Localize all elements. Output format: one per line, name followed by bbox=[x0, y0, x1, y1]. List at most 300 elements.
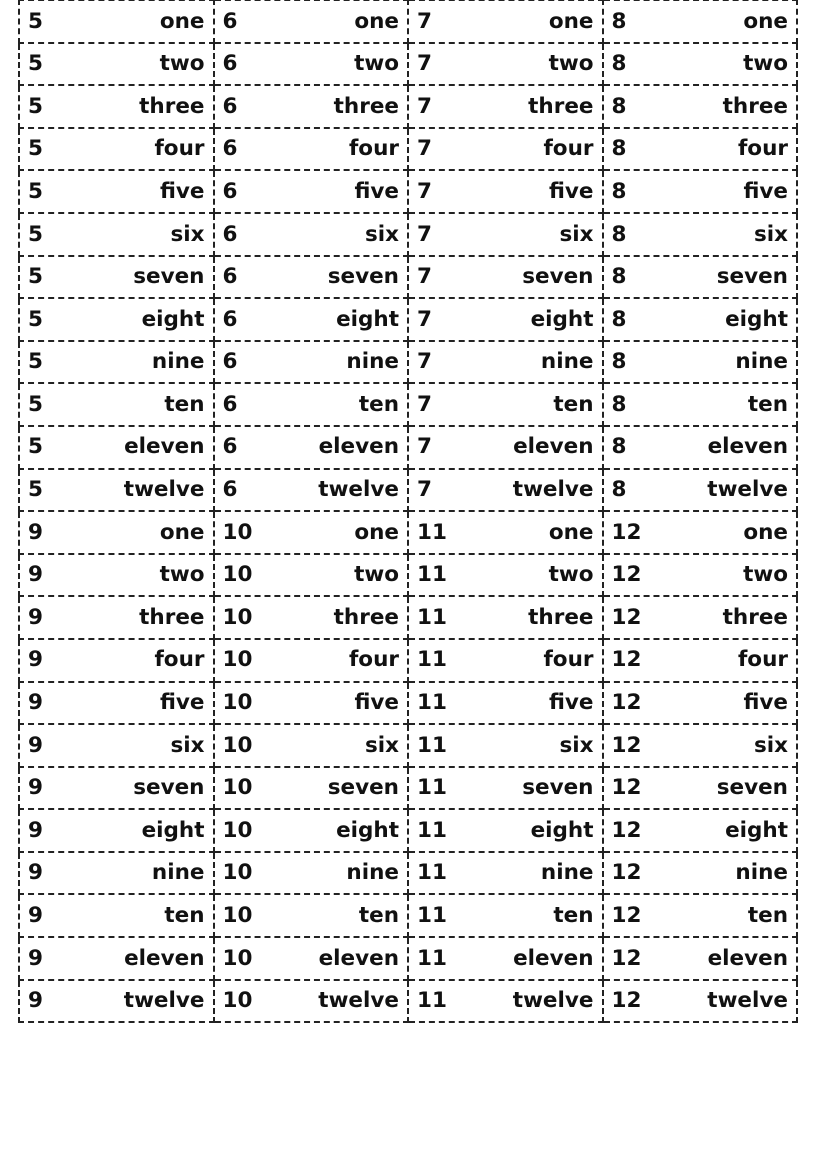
card-word: eleven bbox=[318, 434, 399, 460]
card-word: twelve bbox=[318, 988, 399, 1014]
card-content bbox=[409, 945, 602, 971]
card-number: 10 bbox=[222, 604, 253, 630]
card-number: 6 bbox=[222, 136, 238, 162]
cut-out-card bbox=[214, 767, 409, 810]
card-content bbox=[409, 564, 602, 586]
cut-out-card bbox=[19, 213, 214, 256]
card-number: 6 bbox=[222, 349, 238, 375]
card-number: 10 bbox=[222, 988, 253, 1014]
card-number: 12 bbox=[611, 519, 642, 545]
card-word: five bbox=[548, 690, 594, 716]
card-content bbox=[604, 604, 797, 630]
cut-out-card bbox=[408, 980, 603, 1023]
card-word: twelve bbox=[707, 477, 788, 503]
card-content bbox=[604, 990, 797, 1012]
card-content bbox=[20, 862, 213, 884]
card-content bbox=[604, 436, 797, 458]
cut-out-card bbox=[408, 341, 603, 384]
card-word: six bbox=[364, 221, 399, 247]
card-number: 12 bbox=[611, 817, 642, 843]
cut-out-card bbox=[408, 85, 603, 128]
cut-out-card bbox=[408, 469, 603, 512]
card-number: 6 bbox=[222, 178, 238, 204]
card-content bbox=[604, 53, 797, 75]
card-row bbox=[19, 383, 797, 426]
card-word: eleven bbox=[513, 434, 594, 460]
card-content bbox=[20, 604, 213, 630]
card-row bbox=[19, 894, 797, 937]
card-word: three bbox=[139, 93, 205, 119]
card-content bbox=[215, 93, 408, 119]
card-word: twelve bbox=[318, 477, 399, 503]
card-word: eleven bbox=[707, 434, 788, 460]
card-number: 5 bbox=[28, 93, 43, 119]
cut-out-card bbox=[214, 809, 409, 852]
card-word: one bbox=[354, 519, 399, 545]
cut-out-card bbox=[603, 980, 798, 1023]
card-word: eight bbox=[530, 306, 594, 332]
card-content bbox=[20, 93, 213, 119]
card-content bbox=[604, 692, 797, 714]
cut-out-card bbox=[408, 682, 603, 725]
cut-out-card bbox=[408, 639, 603, 682]
card-row bbox=[19, 809, 797, 852]
card-content bbox=[604, 479, 797, 501]
card-content bbox=[604, 945, 797, 971]
card-number: 5 bbox=[28, 178, 43, 204]
card-row bbox=[19, 469, 797, 512]
card-content bbox=[409, 479, 602, 501]
card-content bbox=[20, 519, 213, 545]
card-number: 11 bbox=[417, 860, 447, 886]
card-number: 5 bbox=[28, 221, 43, 247]
card-content bbox=[409, 649, 602, 671]
cut-out-card bbox=[19, 256, 214, 299]
card-word: four bbox=[348, 647, 399, 673]
card-content bbox=[409, 817, 602, 843]
card-row bbox=[19, 767, 797, 810]
cut-out-card bbox=[214, 85, 409, 128]
card-content bbox=[215, 564, 408, 586]
card-number: 12 bbox=[611, 647, 642, 673]
cut-out-card bbox=[603, 554, 798, 597]
cut-out-card bbox=[214, 0, 409, 43]
card-content bbox=[215, 777, 408, 799]
card-word: eight bbox=[725, 817, 788, 843]
card-content bbox=[409, 351, 602, 373]
card-content bbox=[215, 306, 408, 332]
card-word: eight bbox=[141, 306, 205, 332]
card-content bbox=[215, 990, 408, 1012]
cut-out-card bbox=[19, 894, 214, 937]
card-number: 10 bbox=[222, 945, 253, 971]
cut-out-card bbox=[408, 511, 603, 554]
card-word: nine bbox=[735, 860, 788, 886]
card-row bbox=[19, 852, 797, 895]
card-content bbox=[215, 905, 408, 927]
cut-out-card bbox=[603, 852, 798, 895]
card-content bbox=[215, 604, 408, 630]
card-word: four bbox=[737, 136, 788, 162]
card-word: ten bbox=[747, 391, 788, 417]
card-number: 5 bbox=[28, 477, 43, 503]
card-content bbox=[604, 351, 797, 373]
card-word: nine bbox=[540, 860, 594, 886]
card-word: two bbox=[743, 562, 788, 588]
card-word: three bbox=[139, 604, 205, 630]
card-word: nine bbox=[346, 349, 399, 375]
card-row bbox=[19, 256, 797, 299]
card-number: 5 bbox=[28, 51, 43, 77]
card-content bbox=[409, 862, 602, 884]
cut-out-card bbox=[408, 554, 603, 597]
card-word: ten bbox=[553, 391, 594, 417]
card-row bbox=[19, 128, 797, 171]
cut-out-card bbox=[19, 469, 214, 512]
cut-out-card bbox=[214, 980, 409, 1023]
cut-out-card bbox=[19, 554, 214, 597]
card-number: 8 bbox=[611, 264, 627, 290]
card-number: 8 bbox=[611, 349, 627, 375]
cut-out-card bbox=[408, 43, 603, 86]
card-number: 12 bbox=[611, 903, 642, 929]
card-word: one bbox=[743, 8, 788, 34]
card-content bbox=[409, 53, 602, 75]
card-number: 5 bbox=[28, 391, 43, 417]
card-number: 5 bbox=[28, 264, 43, 290]
card-word: five bbox=[354, 690, 399, 716]
card-content bbox=[604, 649, 797, 671]
card-row bbox=[19, 980, 797, 1023]
card-row bbox=[19, 724, 797, 767]
card-number: 9 bbox=[28, 604, 43, 630]
card-number: 7 bbox=[417, 136, 432, 162]
card-content bbox=[604, 306, 797, 332]
card-number: 6 bbox=[222, 306, 238, 332]
cut-out-card bbox=[19, 383, 214, 426]
cut-out-card bbox=[603, 128, 798, 171]
card-word: five bbox=[548, 178, 594, 204]
card-content bbox=[20, 266, 213, 288]
cut-out-card bbox=[603, 256, 798, 299]
card-word: nine bbox=[151, 349, 205, 375]
cut-out-card bbox=[603, 937, 798, 980]
card-content bbox=[20, 817, 213, 843]
card-word: two bbox=[354, 51, 399, 77]
cut-out-card bbox=[19, 170, 214, 213]
card-number: 9 bbox=[28, 860, 43, 886]
cut-out-card bbox=[214, 256, 409, 299]
card-word: five bbox=[743, 178, 788, 204]
card-number: 10 bbox=[222, 860, 253, 886]
card-word: eleven bbox=[124, 434, 205, 460]
card-number: 6 bbox=[222, 434, 238, 460]
cut-out-card bbox=[214, 724, 409, 767]
card-word: six bbox=[753, 221, 788, 247]
card-number: 12 bbox=[611, 732, 642, 758]
card-row bbox=[19, 43, 797, 86]
card-content bbox=[409, 905, 602, 927]
card-word: eleven bbox=[513, 945, 594, 971]
card-word: nine bbox=[735, 349, 788, 375]
card-word: eleven bbox=[318, 945, 399, 971]
card-row bbox=[19, 426, 797, 469]
card-content bbox=[409, 436, 602, 458]
cut-out-card bbox=[19, 128, 214, 171]
card-number: 10 bbox=[222, 903, 253, 929]
card-word: one bbox=[548, 519, 594, 545]
card-number: 6 bbox=[222, 8, 238, 34]
card-number: 7 bbox=[417, 434, 432, 460]
card-content bbox=[215, 266, 408, 288]
card-content bbox=[409, 221, 602, 247]
cut-out-card bbox=[408, 937, 603, 980]
cut-out-card bbox=[19, 298, 214, 341]
card-word: six bbox=[559, 732, 594, 758]
card-word: four bbox=[348, 136, 399, 162]
card-content bbox=[604, 862, 797, 884]
card-number: 9 bbox=[28, 690, 43, 716]
card-number: 11 bbox=[417, 817, 447, 843]
card-word: two bbox=[159, 562, 205, 588]
card-word: nine bbox=[540, 349, 594, 375]
card-word: six bbox=[364, 732, 399, 758]
cut-out-card bbox=[408, 724, 603, 767]
card-number: 7 bbox=[417, 221, 432, 247]
cut-out-card bbox=[19, 809, 214, 852]
card-number: 12 bbox=[611, 690, 642, 716]
cut-out-card bbox=[603, 894, 798, 937]
card-number: 7 bbox=[417, 51, 432, 77]
card-content bbox=[20, 732, 213, 758]
card-word: twelve bbox=[707, 988, 788, 1014]
card-word: one bbox=[159, 519, 205, 545]
card-number: 8 bbox=[611, 306, 627, 332]
card-number: 8 bbox=[611, 51, 627, 77]
flashcard-sheet bbox=[18, 0, 798, 1023]
cut-out-card bbox=[408, 0, 603, 43]
cut-out-card bbox=[408, 383, 603, 426]
card-content bbox=[20, 564, 213, 586]
card-row bbox=[19, 0, 797, 43]
card-content bbox=[604, 266, 797, 288]
card-grid-body bbox=[19, 0, 797, 1022]
card-content bbox=[20, 777, 213, 799]
card-number: 12 bbox=[611, 562, 642, 588]
card-number: 9 bbox=[28, 903, 43, 929]
cut-out-card bbox=[214, 128, 409, 171]
cut-out-card bbox=[19, 682, 214, 725]
card-word: seven bbox=[716, 775, 788, 801]
card-number: 12 bbox=[611, 604, 642, 630]
card-content bbox=[215, 817, 408, 843]
cut-out-card bbox=[214, 170, 409, 213]
card-row bbox=[19, 511, 797, 554]
cut-out-card bbox=[603, 639, 798, 682]
card-word: six bbox=[170, 732, 205, 758]
card-number: 7 bbox=[417, 349, 432, 375]
card-word: three bbox=[528, 93, 594, 119]
card-number: 6 bbox=[222, 221, 238, 247]
card-row bbox=[19, 639, 797, 682]
card-content bbox=[20, 479, 213, 501]
card-word: three bbox=[333, 93, 399, 119]
card-number: 10 bbox=[222, 562, 253, 588]
card-number: 8 bbox=[611, 391, 627, 417]
cut-out-card bbox=[214, 298, 409, 341]
cut-out-card bbox=[603, 383, 798, 426]
card-content bbox=[215, 351, 408, 373]
card-word: four bbox=[543, 136, 594, 162]
card-number: 7 bbox=[417, 306, 432, 332]
cut-out-card bbox=[19, 341, 214, 384]
card-content bbox=[20, 649, 213, 671]
card-content bbox=[215, 479, 408, 501]
cut-out-card bbox=[408, 426, 603, 469]
card-number: 11 bbox=[417, 775, 447, 801]
card-row bbox=[19, 596, 797, 639]
cut-out-card bbox=[19, 852, 214, 895]
cut-out-card bbox=[214, 213, 409, 256]
card-content bbox=[215, 862, 408, 884]
card-word: two bbox=[159, 51, 205, 77]
card-number: 5 bbox=[28, 349, 43, 375]
card-number: 6 bbox=[222, 264, 238, 290]
card-number: 11 bbox=[417, 903, 447, 929]
cut-out-card bbox=[603, 596, 798, 639]
card-content bbox=[20, 945, 213, 971]
cut-out-card bbox=[603, 426, 798, 469]
cut-out-card bbox=[214, 894, 409, 937]
card-content bbox=[604, 564, 797, 586]
card-number: 12 bbox=[611, 860, 642, 886]
card-content bbox=[604, 391, 797, 417]
card-content bbox=[604, 178, 797, 204]
card-number: 11 bbox=[417, 647, 447, 673]
card-content bbox=[20, 178, 213, 204]
card-row bbox=[19, 341, 797, 384]
card-content bbox=[215, 436, 408, 458]
cut-out-card bbox=[408, 213, 603, 256]
card-content bbox=[20, 221, 213, 247]
card-content bbox=[215, 732, 408, 758]
card-word: four bbox=[154, 647, 205, 673]
card-content bbox=[409, 391, 602, 417]
card-content bbox=[409, 8, 602, 34]
card-word: five bbox=[354, 178, 399, 204]
cut-out-card bbox=[19, 639, 214, 682]
card-number: 5 bbox=[28, 8, 43, 34]
card-content bbox=[20, 138, 213, 160]
card-number: 9 bbox=[28, 945, 43, 971]
card-content bbox=[215, 391, 408, 417]
card-number: 9 bbox=[28, 775, 43, 801]
cut-out-card bbox=[408, 767, 603, 810]
card-word: one bbox=[159, 8, 205, 34]
cut-out-card bbox=[603, 724, 798, 767]
card-number: 10 bbox=[222, 817, 253, 843]
card-number: 11 bbox=[417, 519, 447, 545]
card-word: two bbox=[354, 562, 399, 588]
card-word: twelve bbox=[512, 988, 594, 1014]
card-number: 10 bbox=[222, 647, 253, 673]
card-content bbox=[409, 266, 602, 288]
card-word: five bbox=[743, 690, 788, 716]
card-word: six bbox=[753, 732, 788, 758]
card-content bbox=[604, 817, 797, 843]
card-word: eleven bbox=[124, 945, 205, 971]
card-word: eleven bbox=[707, 945, 788, 971]
card-number: 8 bbox=[611, 136, 627, 162]
card-number: 8 bbox=[611, 221, 627, 247]
card-content bbox=[409, 519, 602, 545]
card-content bbox=[215, 945, 408, 971]
card-word: eight bbox=[725, 306, 788, 332]
cut-out-card bbox=[603, 213, 798, 256]
card-word: eight bbox=[141, 817, 205, 843]
cut-out-card bbox=[19, 43, 214, 86]
card-word: six bbox=[170, 221, 205, 247]
card-word: two bbox=[548, 51, 594, 77]
card-content bbox=[215, 519, 408, 545]
cut-out-card bbox=[408, 852, 603, 895]
card-word: four bbox=[737, 647, 788, 673]
card-number: 10 bbox=[222, 775, 253, 801]
cut-out-card bbox=[408, 596, 603, 639]
card-number: 9 bbox=[28, 988, 43, 1014]
card-word: three bbox=[333, 604, 399, 630]
card-content bbox=[215, 692, 408, 714]
card-content bbox=[20, 53, 213, 75]
card-word: ten bbox=[358, 903, 399, 929]
cut-out-card bbox=[408, 256, 603, 299]
card-word: two bbox=[548, 562, 594, 588]
card-number: 12 bbox=[611, 945, 642, 971]
card-number: 8 bbox=[611, 8, 627, 34]
card-number: 11 bbox=[417, 988, 447, 1014]
card-word: one bbox=[743, 519, 788, 545]
card-number: 9 bbox=[28, 519, 43, 545]
card-number: 6 bbox=[222, 391, 238, 417]
card-number: 11 bbox=[417, 604, 447, 630]
card-word: seven bbox=[133, 775, 205, 801]
card-word: three bbox=[722, 604, 788, 630]
card-content bbox=[20, 391, 213, 417]
card-content bbox=[409, 93, 602, 119]
card-number: 6 bbox=[222, 93, 238, 119]
card-word: seven bbox=[327, 264, 399, 290]
card-word: twelve bbox=[123, 477, 205, 503]
cut-out-card bbox=[19, 426, 214, 469]
cut-out-card bbox=[603, 511, 798, 554]
card-content bbox=[409, 178, 602, 204]
card-number: 6 bbox=[222, 477, 238, 503]
card-word: seven bbox=[522, 775, 594, 801]
cut-out-card bbox=[408, 128, 603, 171]
card-word: two bbox=[743, 51, 788, 77]
card-number: 8 bbox=[611, 434, 627, 460]
card-row bbox=[19, 170, 797, 213]
card-row bbox=[19, 937, 797, 980]
card-number: 6 bbox=[222, 51, 238, 77]
card-word: three bbox=[722, 93, 788, 119]
card-number: 8 bbox=[611, 93, 627, 119]
card-row bbox=[19, 213, 797, 256]
card-content bbox=[215, 649, 408, 671]
card-content bbox=[409, 777, 602, 799]
card-content bbox=[20, 351, 213, 373]
card-content bbox=[604, 93, 797, 119]
